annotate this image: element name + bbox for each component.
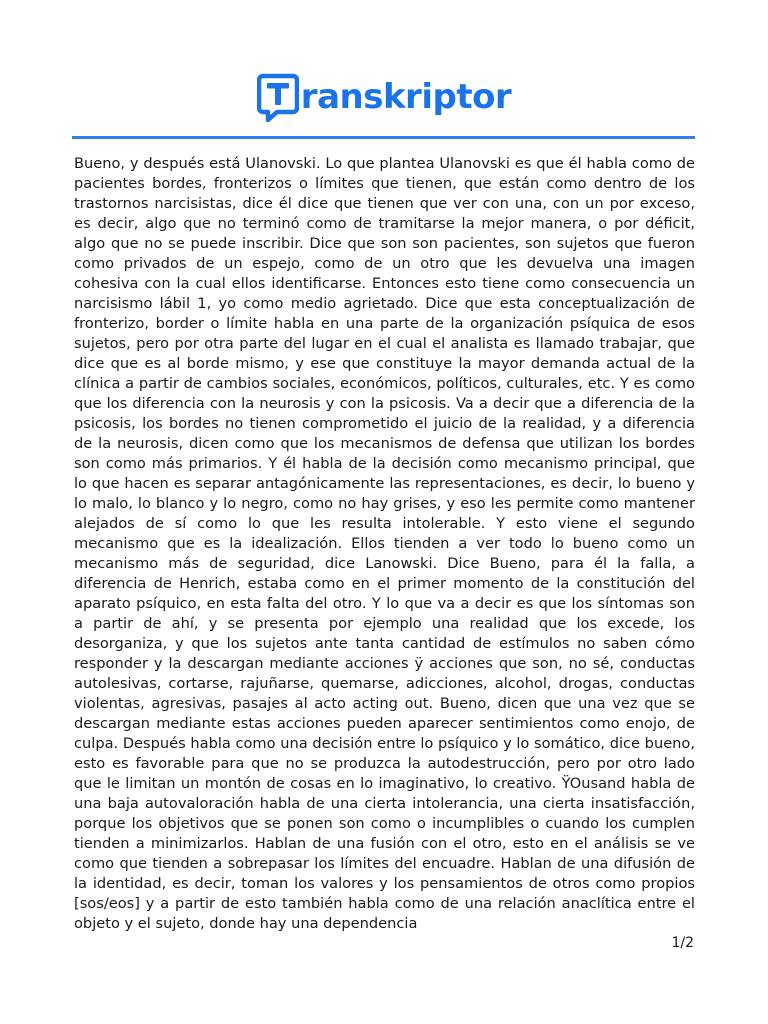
header-divider [72,136,695,139]
page-number: 1/2 [671,935,694,951]
logo-wordmark: ranskriptor [300,77,512,117]
transkriptor-logo-icon [257,72,299,122]
transkriptor-logo [257,72,511,122]
header [0,68,768,126]
transcript-body: Bueno, y después está Ulanovski. Lo que plantea Ulanovski es que él habla como de pacientes bordes, fronterizos o límites que tienen, que están como dentro de los trastornos narcisistas, dice él dice que tienen que ver con una, con un por exceso, es decir, algo que no terminó como de tramitarse la mejor manera, o por déficit, algo que no se puede inscribir. Dice que son son pacientes, son sujetos que fueron como privados de un espejo, como de un otro que les devuelva una imagen cohesiva con la cual ellos identificarse. Entonces esto tiene como consecuencia un narcisismo lábil 1, yo como medio agrietado. Dice que esta conceptualización de fronterizo, border o límite habla en una parte de la organización psíquica de esos sujetos, pero por otra parte del lugar en el cual el analista es llamado trabajar, que dice que es al borde mismo, y ese que constituye la mayor demanda actual de la clínica a partir de cambios sociales, económicos, políticos, culturales, etc. Y es como que los diferencia con la neurosis y con la psicosis. Va a decir que a diferencia de la psicosis, los bordes no tienen comprometido el juicio de la realidad, y a diferencia de la neurosis, dicen como que los mecanismos de defensa que utilizan los bordes son como más primarios. Y él habla de la decisión como mecanismo principal, que lo que hacen es separar antagónicamente las representaciones, es decir, lo bueno y lo malo, lo blanco y lo negro, como no hay grises, y eso les permite como mantener alejados de sí como lo que les resulta intolerable. Y esto viene el segundo mecanismo que es la idealización. Ellos tienden a ver todo lo bueno como un mecanismo más de seguridad, dice Lanowski. Dice Bueno, para él la falla, a diferencia de Henrich, estaba como en el primer momento de la constitución del aparato psíquico, en esta falta del otro. Y lo que va a decir es que los síntomas son a partir de ahí, y se presenta por ejemplo una realidad que los excede, los desorganiza, y que los sujetos ante tanta cantidad de estímulos no saben cómo responder y la descargan mediante acciones ÿ acciones que son, no sé, conductas autolesivas, cortarse, rajuñarse, quemarse, adicciones, alcohol, drogas, conductas violentas, agresivas, pasajes al acto acting out. Bueno, dicen que una vez que se descargan mediante estas acciones pueden aparecer sentimientos como enojo, de culpa. Después habla como una decisión entre lo psíquico y lo somático, dice bueno, esto es favorable para que no se produzca la autodestrucción, pero por otro lado que le limitan un montón de cosas en lo imaginativo, lo creativo. ŸOusand habla de una baja autovaloración habla de una cierta intolerancia, una cierta insatisfacción, porque los objetivos que se ponen son como o incumplibles o cuando los cumplen tienden a minimizarlos. Hablan de una fusión con el otro, esto en el análisis se ve como que tienden a sobrepasar los límites del encuadre. Hablan de una difusión de la identidad, es decir, toman los valores y los pensamientos de otros como propios [sos/eos] y a partir de esto también habla como de una relación anaclítica entre el objeto y el sujeto, donde hay una dependencia [74,155,695,932]
